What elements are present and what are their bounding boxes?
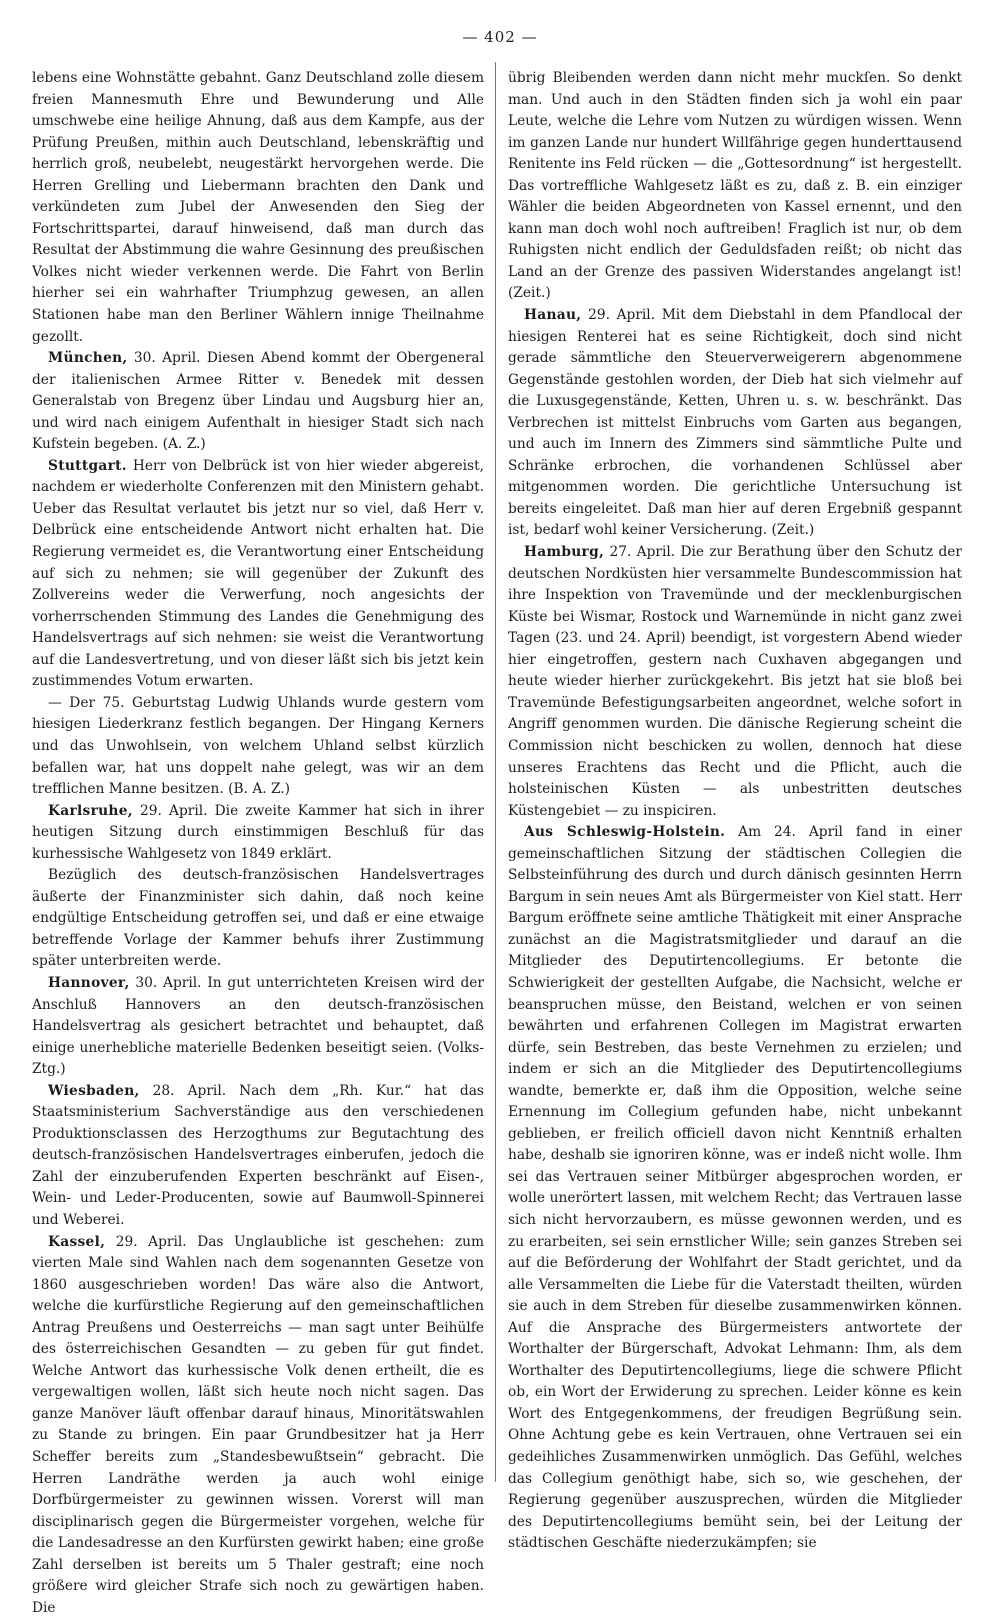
dateline-place: Karlsruhe, (48, 802, 133, 819)
article-kassel (32, 1232, 484, 1619)
article-hanau (508, 305, 962, 542)
article-paragraph: lebens eine Wohnstätte gebahnt. Ganz Deutschland zolle diesem freien Mannesmuth Ehre und Bewunderung und Alle umschwebe eine heilige Ahnung, daß aus dem Kampfe, aus der Prüfung Preußen, mithin auch Deutschland, lebenskräftig und herrlich groß, neubelebt, neugestärkt hervorgehen werde. Die Herren Grelling und Liebermann brachten den Dank und verkündeten zum Jubel der Anwesenden den Sieg der Fortschrittspartei, darauf hinweisend, daß man durch das Resultat der Abstimmung die wahre Gesinnung des preußischen Volkes nicht wieder verkennen werde. Die Fahrt von Berlin hierher sei ein wahrhafter Triumphzug gewesen, an allen Stationen habe man den Berliner Wählern innige Theilnahme gezollt. (32, 70, 484, 345)
article-paragraph: übrig Bleibenden werden dann nicht mehr muckſen. So denkt man. Und auch in den Städten finden sich ja wohl ein paar Leute, welche die Lehre vom Nutzen zu würdigen wissen. Wenn im ganzen Lande nur hundert Willfährige gegen hunderttausend Renitente ins Feld rücken — die „Gottesordnung“ ist hergestellt. Das vortreffliche Wahlgesetz läßt es zu, daß z. B. ein einziger Wähler die beiden Abgeordneten von Kassel ernennt, und den kann man doch wohl noch auftreiben! Fraglich ist nur, ob dem Ruhigsten nicht endlich der Geduldsfaden reißt; ob nicht das Land an der Grenze des passiven Widerstandes angelangt ist! (Zeit.) (508, 70, 962, 302)
article-paragraph: — Der 75. Geburtstag Ludwig Uhlands wurde gestern vom hiesigen Liederkranz festlich begangen. Der Hingang Kerners und das Unwohlsein, von welchem Uhland selbst kürzlich befallen war, hat uns doppelt nahe gelegt, was wir an dem trefflichen Manne besitzen. (B. A. Z.) (32, 694, 484, 798)
dateline-place: Kassel, (48, 1233, 106, 1250)
right-column (508, 68, 962, 1552)
article-body: 29. April. Mit dem Diebstahl in dem Pfandlocal der hiesigen Renterei hat es seine Richtigkeit, doch sind nicht gerade sämmtliche den Steuerverweigerern abgenommene Gegenstände gestohlen worden, der Dieb hat sich vielmehr auf die Luxusgegenstände, Ketten, Uhren u. s. w. beschränkt. Das Verbrechen ist mittelst Einbruchs vom Garten aus begangen, und auch im Innern des Zimmers sind sämmtliche Pulte und Schränke erbrochen, die vorhandenen Schlüssel aber mitgenommen worden. Die gerichtliche Untersuchung ist bereits eingeleitet. Daß man hier auf deren Ergebniß gespannt ist, bedarf wohl keiner Versicherung. (Zeit.) (508, 307, 962, 539)
page-number: — 402 — (462, 28, 538, 46)
dateline-place: Stuttgart. (48, 457, 127, 474)
article-body: 27. April. Die zur Berathung über den Schutz der deutschen Nordküsten hier versammelte Bundescommission hat ihre Inspektion von Travemünde und der mecklenburgischen Küste bei Wismar, Rostock und Warnemünde in nicht ganz zwei Tagen (23. und 24. April) beendigt, ist vorgestern Abend wieder hier eingetroffen, gestern nach Cuxhaven abgegangen und heute wieder hierher zurückgekehrt. Bis jetzt hat sie bloß bei Travemünde Befestigungsarbeiten angeordnet, welche sofort in Angriff genommen wurden. Die dänische Regierung scheint die Commission nicht beschicken zu wollen, dennoch hat diese unseres Erachtens das Recht und die Pflicht, auch die holsteinischen Küsten — als unbestritten deutsches Küstengebiet — zu inspiciren. (508, 544, 962, 819)
dateline-place: Wiesbaden, (48, 1082, 140, 1099)
article-hamburg (508, 542, 962, 822)
dateline-place: Hannover, (48, 974, 130, 991)
article-stuttgart (32, 456, 484, 693)
dateline-place: Hanau, (524, 307, 582, 324)
article-body: Herr von Delbrück ist von hier wieder abgereist, nachdem er wiederholte Conferenzen mit den Ministern gehabt. Ueber das Resultat verlautet bis jetzt nur so viel, daß Herr v. Delbrück eine entscheidende Antwort nicht erhalten hat. Die Regierung vermeidet es, die Verantwortung einer Entscheidung auf sich zu nehmen; sie will gegenüber der Zukunft des Zollvereins weder die Verwerfung, noch angesichts der vorherrschenden Stimmung des Landes die Genehmigung des Handelsvertrags auf sich nehmen: sie weist die Verantwortung auf die Landesvertretung, und von dieser läßt sich bis jetzt kein zustimmendes Votum erwarten. (32, 457, 484, 690)
left-column (32, 68, 484, 1616)
article-paragraph: Bezüglich des deutsch-französischen Handelsvertrages äußerte der Finanzminister sich dahin, daß noch keine endgültige Entscheidung getroffen sei, und daß er eine etwaige betreffende Vorlage der Kammer behufs ihrer Zustimmung später unterbreiten werde. (32, 867, 484, 970)
article-muenchen (32, 348, 484, 456)
article-body: 29. April. Die zweite Kammer hat sich in ihrer heutigen Sitzung durch einstimmigen Beschluß für das kurhessische Wahlgesetz von 1849 erklärt. (32, 802, 484, 862)
article-body: 30. April. In gut unterrichteten Kreisen wird der Anschluß Hannovers an den deutsch-französischen Handelsvertrag als gesichert betrachtet und behauptet, daß einige unerhebliche materielle Bedenken beseitigt seien. (Volks-Ztg.) (32, 974, 484, 1078)
dateline-place: München, (48, 350, 128, 367)
article-body: 29. April. Das Unglaubliche ist geschehen: zum vierten Male sind Wahlen nach dem sogenannten Gesetze von 1860 ausgeschrieben worden! Das wäre also die Antwort, welche die kurfürstliche Regierung auf den gemeinschaftlichen Antrag Preußens und Oesterreichs — man sagt unter Beihülfe des österreichischen Gesandten — zu geben für gut findet. Welche Antwort das kurhessische Volk denen ertheilt, die es vergewaltigen wollen, läßt sich heute noch nicht sagen. Das ganze Manöver läuft offenbar darauf hinaus, Minoritätswahlen zu Stande zu bringen. Ein paar Grundbesitzer hat ja Herr Scheffer bereits zum „Standesbewußtsein“ gebracht. Die Herren Landräthe werden ja auch wohl einige Dorfbürgermeister zu gewinnen wissen. Vorerst will man disciplinarisch gegen die Bürgermeister vorgehen, welche für die Landesadresse an den Kurfürsten gewirkt haben; eine große Zahl derselben ist bereits um 5 Thaler gestraft; eine noch größere wird gleicher Strafe sich noch zu gewärtigen haben. Die (32, 1233, 484, 1616)
article-schleswig-holstein (508, 822, 962, 1555)
article-karlsruhe (32, 801, 484, 866)
article-body: 28. April. Nach dem „Rh. Kur.“ hat das Staatsministerium Sachverständige aus den verschiedenen Produktionsclassen des Herzogthums zur Begutachtung des deutsch-französischen Handelsvertrages einberufen, jedoch die Zahl der einzuberufenden Experten beschränkt auf Eisen-, Wein- und Leder-Producenten, sowie auf Baumwoll-Spinnerei und Weberei. (32, 1082, 484, 1228)
article-body: 30. April. Diesen Abend kommt der Obergeneral der italienischen Armee Ritter v. Benedek mit dessen Generalstab von Bregenz über Lindau und Augsburg hier an, und wird nach einigem Aufenthalt in hiesiger Stadt sich nach Kufstein begeben. (A. Z.) (32, 350, 484, 453)
article-body: Am 24. April fand in einer gemeinschaftlichen Sitzung der städtischen Collegien die Selbsteinführung des durch und durch dänisch gesinnten Herrn Bargum in sein neues Amt als Bürgermeister von Kiel statt. Herr Bargum eröffnete seine amtliche Thätigkeit mit einer Ansprache zunächst an die Magistratsmitglieder und darauf an die Mitglieder des Deputirtencollegiums. Er betonte die Schwierigkeit der gestellten Aufgabe, die Nachsicht, welche er beanspruchen müsse, den Beistand, welchen er von seinen bewährten und erfahrenen Collegen im Magistrat erwarten dürfe, sein Bestreben, das beste Vernehmen zu erzielen; und indem er sich an die Mitglieder des Deputirtencollegiums wandte, bemerkte er, daß ihm die Opposition, welche seine Ernennung im Collegium gefunden habe, nicht unbekannt geblieben, er freilich officiell davon nicht Kenntniß erhalten habe, deshalb sie ignoriren könne, was er indeß nicht wolle. Ihm sei das Vertrauen seiner Mitbürger abgesprochen worden, er wolle unerörtert lassen, mit welchem Recht; das Vertrauen lasse sich nicht hervorzaubern, es müsse gewonnen werden, und es zu erarbeiten, sei sein ernstlicher Wille; sein ganzes Streben sei auf die Beförderung der Wohlfahrt der Stadt gerichtet, und da alle Versammelten die Liebe für die Vaterstadt theilten, würden sie auch in dem Streben für dieselbe zusammenwirken können. Auf die Ansprache des Bürgermeisters antwortete der Worthalter der Bürgerschaft, Advokat Lehmann: Ihm, als dem Worthalter des Deputirtencollegiums, liege die schwere Pflicht ob, ein Wort der Erwiderung zu sprechen. Leider könne es kein Wort des Entgegenkommens, der freudigen Begrüßung sein. Ohne Achtung gebe es kein Vertrauen, ohne Vertrauen sei ein gedeihliches Zusammenwirken unmöglich. Das Gefühl, welches das Collegium genöthigt habe, sich so, wie geschehen, der Regierung gegenüber auszusprechen, würden die Mitglieder des Deputirtencollegiums bemüht sein, bei der Leitung der städtischen Geschäfte niederzukämpfen; sie (508, 824, 962, 1552)
dateline-place: Hamburg, (524, 544, 605, 561)
dateline-place: Aus Schleswig-Holstein. (524, 824, 726, 841)
article-hannover (32, 973, 484, 1081)
article-wiesbaden (32, 1081, 484, 1232)
column-divider (495, 62, 496, 1482)
